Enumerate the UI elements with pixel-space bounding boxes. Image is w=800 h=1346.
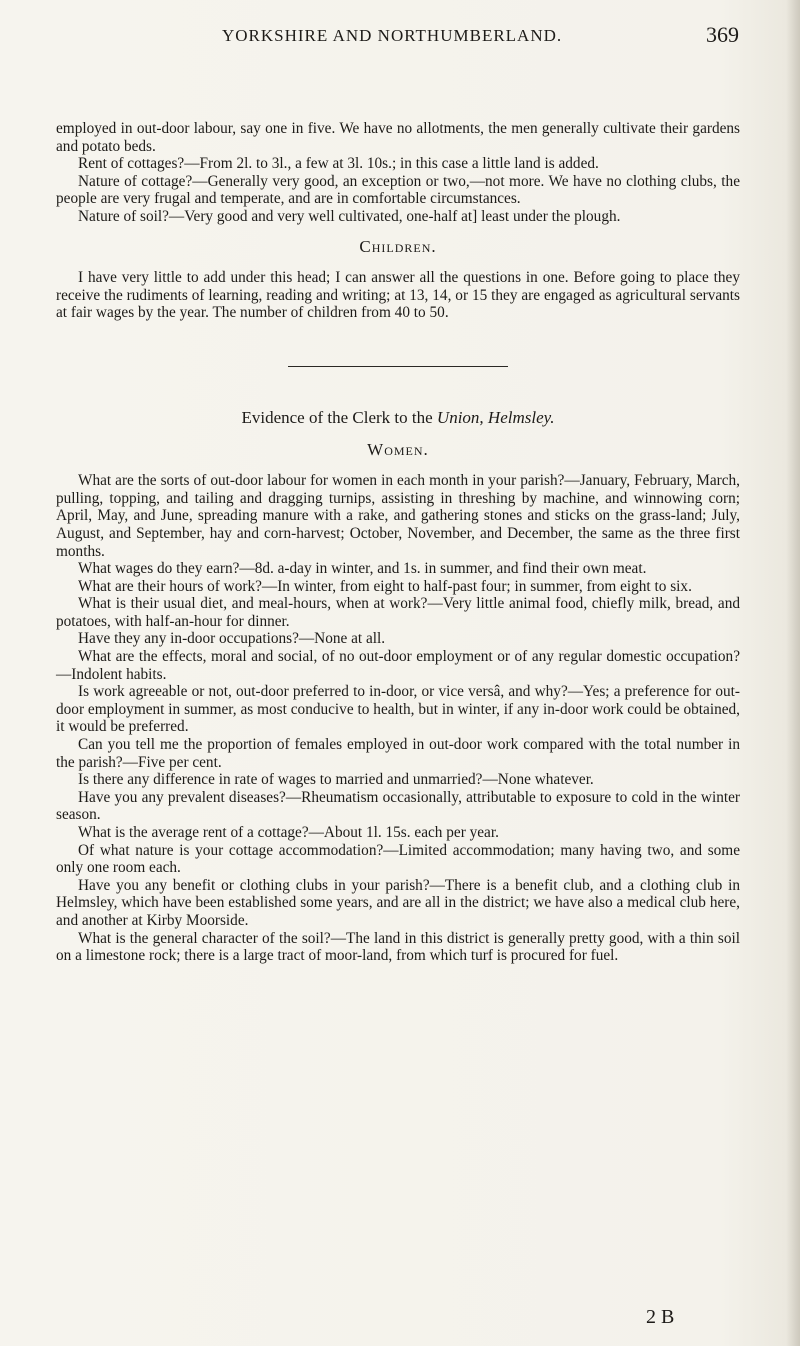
children-paragraph: I have very little to add under this head; I can answer all the questions in one. Before going to place they receive the rudiments of learning, reading and writing; at 13, 14, or 15 they are engaged as agricultural servants at fair wages by the year. The number of children from 40 to 50. xyxy=(56,269,740,322)
evidence-title-prefix: Evidence of the Clerk to the xyxy=(241,407,437,427)
intro-paragraph: Nature of cottage?—Generally very good, an exception or two,—not more. We have no clothing clubs, the people are very frugal and temperate, and are in comfortable circumstances. xyxy=(56,172,740,208)
evidence-title-place: Union, Helmsley. xyxy=(436,407,555,427)
evidence-paragraph: Is work agreeable or not, out-door preferred to in-door, or vice versâ, and why?—Yes; a preference for out-door employment in summer, as most conducive to health, but in winter, if any in-door work could be obtained, it would be preferred. xyxy=(56,683,740,736)
evidence-paragraph: Can you tell me the proportion of females employed in out-door work compared with the total number in the parish?—Five per cent. xyxy=(56,736,740,771)
intro-paragraph: Nature of soil?—Very good and very well cultivated, one-half at] least under the plough. xyxy=(78,207,621,225)
women-heading: Women. xyxy=(367,439,429,459)
evidence-title xyxy=(56,409,740,427)
evidence-paragraph: What wages do they earn?—8d. a-day in winter, and 1s. in summer, and find their own meat. xyxy=(78,560,647,578)
page-body xyxy=(56,120,740,965)
intro-paragraph: Rent of cottages?—From 2l. to 3l., a few at 3l. 10s.; in this case a little land is added. xyxy=(78,155,599,173)
page-number: 369 xyxy=(706,22,739,47)
children-heading: Children. xyxy=(359,236,437,256)
section-divider xyxy=(288,366,508,367)
evidence-paragraph: What are their hours of work?—In winter, from eight to half-past four; in summer, from eight to six. xyxy=(78,577,692,595)
evidence-paragraph: Have they any in-door occupations?—None at all. xyxy=(78,630,386,648)
evidence-paragraph: What are the sorts of out-door labour for women in each month in your parish?—January, February, March, pulling, topping, and tailing and dragging turnips, assisting in threshing by machine, and winnowing corn; April, May, and June, spreading manure with a rake, and gathering stones and sticks on the grass-land; July, August, and September, hay and corn-harvest; October, November, and December, the same as the three first months. xyxy=(56,472,740,560)
evidence-paragraph: What are the effects, moral and social, of no out-door employment or of any regular domestic occupation?—Indolent habits. xyxy=(56,648,740,683)
evidence-paragraph: What is their usual diet, and meal-hours, when at work?—Very little animal food, chiefly milk, bread, and potatoes, with half-an-hour for dinner. xyxy=(56,595,740,630)
running-head xyxy=(0,20,800,50)
intro-paragraph: employed in out-door labour, say one in five. We have no allotments, the men generally cultivate their gardens and potato beds. xyxy=(56,120,740,155)
evidence-paragraph: What is the general character of the soil?—The land in this district is generally pretty good, with a thin soil on a limestone rock; there is a large tract of moor-land, from which turf is procured for fuel. xyxy=(56,929,740,965)
evidence-paragraph: Is there any difference in rate of wages to married and unmarried?—None whatever. xyxy=(78,771,594,789)
signature-mark: 2 B xyxy=(646,1306,675,1328)
evidence-paragraph: What is the average rent of a cottage?—About 1l. 15s. each per year. xyxy=(78,824,499,841)
running-head-title: YORKSHIRE AND NORTHUMBERLAND. xyxy=(222,26,563,45)
evidence-paragraph: Of what nature is your cottage accommodation?—Limited accommodation; many having two, and some only one room each. xyxy=(56,841,740,877)
evidence-paragraph: Have you any prevalent diseases?—Rheumatism occasionally, attributable to exposure to cold in the winter season. xyxy=(56,788,740,824)
page-gutter-shadow xyxy=(786,0,800,1346)
evidence-paragraph: Have you any benefit or clothing clubs in your parish?—There is a benefit club, and a clothing club in Helmsley, which have been established some years, and are all in the district; we have also a medical club here, and another at Kirby Moorside. xyxy=(56,876,740,929)
